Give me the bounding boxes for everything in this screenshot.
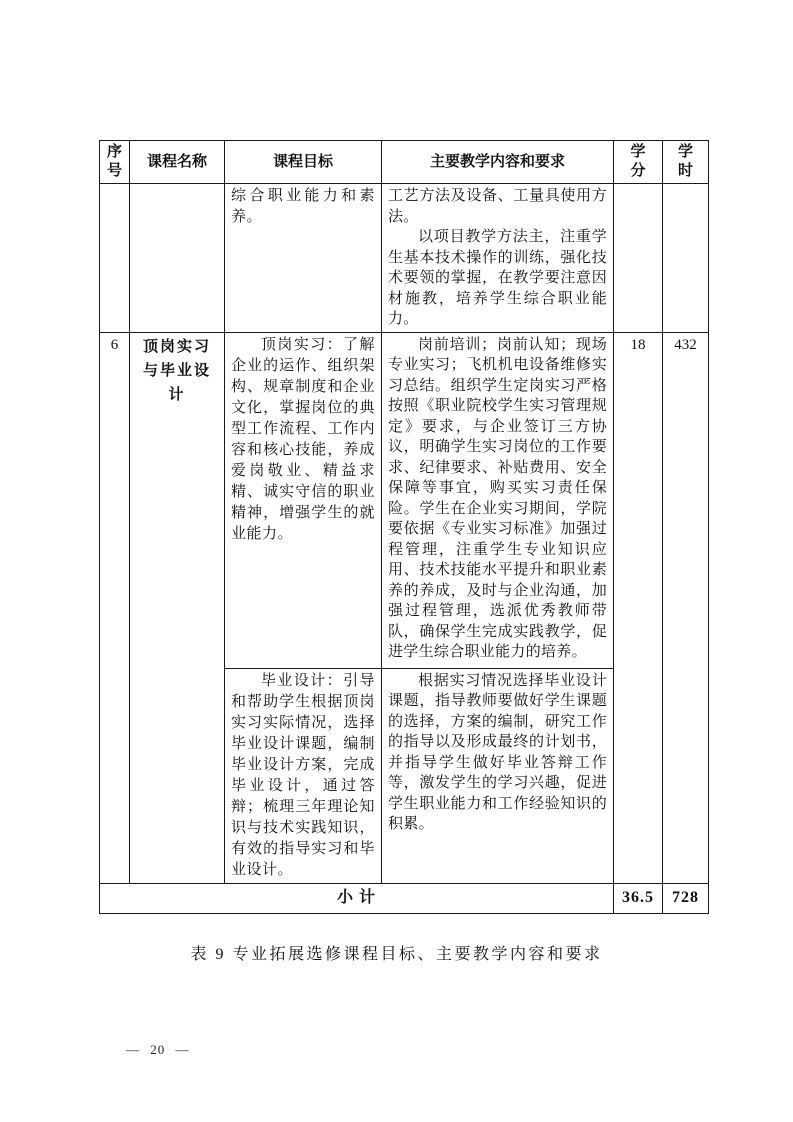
subtotal-row: [100, 883, 709, 913]
row6-internship-objective-cell: [225, 332, 382, 668]
row6-internship-content-cell: [382, 332, 614, 668]
row6-graduation-objective-text: 毕业设计：引导和帮助学生根据顶岗实习实际情况，选择毕业设计课题，编制毕业设计方案，完成毕业设计，通过答辩；梳理三年理论知识与技术实践知识，有效的指导实习和毕业设计。: [231, 672, 375, 878]
carryover-content-paragraph-1: 工艺方法及设备、工量具使用方法。: [388, 188, 607, 225]
row6-course-name: [130, 332, 225, 883]
header-hours-label: 学时: [678, 144, 694, 179]
header-serial-number: [100, 141, 130, 184]
carryover-content-cell: [382, 184, 614, 333]
row6-internship-objective-text: 顶岗实习：了解企业的运作、组织架构、规章制度和企业文化，掌握岗位的典型工作流程、工作内容和核心技能，养成爱岗敬业、精益求精、诚实守信的职业精神，增强学生的就业能力。: [231, 336, 375, 542]
carryover-course-name-cell: [130, 184, 225, 333]
header-credits: [614, 141, 663, 184]
header-hours: [663, 141, 709, 184]
page-number: — 20 —: [126, 1042, 190, 1057]
subtotal-credits: 36.5: [614, 883, 663, 913]
row6-graduation-content-cell: [382, 668, 614, 883]
header-serial-number-label: 序号: [107, 144, 123, 179]
carryover-objective-text: 综合职业能力和素养。: [231, 188, 375, 225]
header-course-objective: 课程目标: [225, 141, 382, 184]
row6-internship-content-text: 岗前培训；岗前认知；现场专业实习；飞机机电设备维修实习总结。组织学生定岗实习严格按照《职业院校学生实习管理规定》要求，与企业签订三方协议，明确学生实习岗位的工作要求、纪律要求、补贴费用、安全保障等事宜，购买实习责任保险。学生在企业实习期间，学院要依据《专业实习标准》加强过程管理，注重学生专业知识应用、技术技能水平提升和职业素养的养成，及时与企业沟通，加强过程管理，选派优秀教师带队，确保学生完成实践教学，促进学生综合职业能力的培养。: [388, 336, 607, 660]
row6-graduation-content-text: 根据实习情况选择毕业设计课题，指导教师要做好学生课题的选择，方案的编制，研究工作的指导以及形成最终的计划书，并指导学生做好毕业答辩工作等，激发学生的学习兴趣，促进学生职业能力和工作经验知识的积累。: [388, 672, 607, 832]
carryover-credits-cell: [614, 184, 663, 333]
row6-credits: 18: [614, 332, 663, 883]
header-credits-label: 学分: [630, 144, 646, 179]
subtotal-label: 小 计: [100, 883, 614, 913]
row6-serial-number: 6: [100, 332, 130, 883]
carryover-row: [100, 184, 709, 333]
course-table: [99, 140, 709, 914]
carryover-objective-cell: [225, 184, 382, 333]
header-course-name: 课程名称: [130, 141, 225, 184]
subtotal-hours: 728: [663, 883, 709, 913]
carryover-content-paragraph-2: 以项目教学方法主，注重学生基本技术操作的训练，强化技术要领的掌握，在教学要注意因材施教，培养学生综合职业能力。: [388, 229, 607, 327]
table-caption: 表 9 专业拓展选修课程目标、主要教学内容和要求: [190, 946, 603, 963]
carryover-hours-cell: [663, 184, 709, 333]
row6-internship-subrow: [100, 332, 709, 668]
header-teaching-content: 主要教学内容和要求: [382, 141, 614, 184]
carryover-serial-cell: [100, 184, 130, 333]
row6-course-name-text: 顶岗实习与毕业设计: [142, 338, 211, 403]
row6-graduation-objective-cell: [225, 668, 382, 883]
table-header-row: [100, 141, 709, 184]
row6-hours: 432: [663, 332, 709, 883]
